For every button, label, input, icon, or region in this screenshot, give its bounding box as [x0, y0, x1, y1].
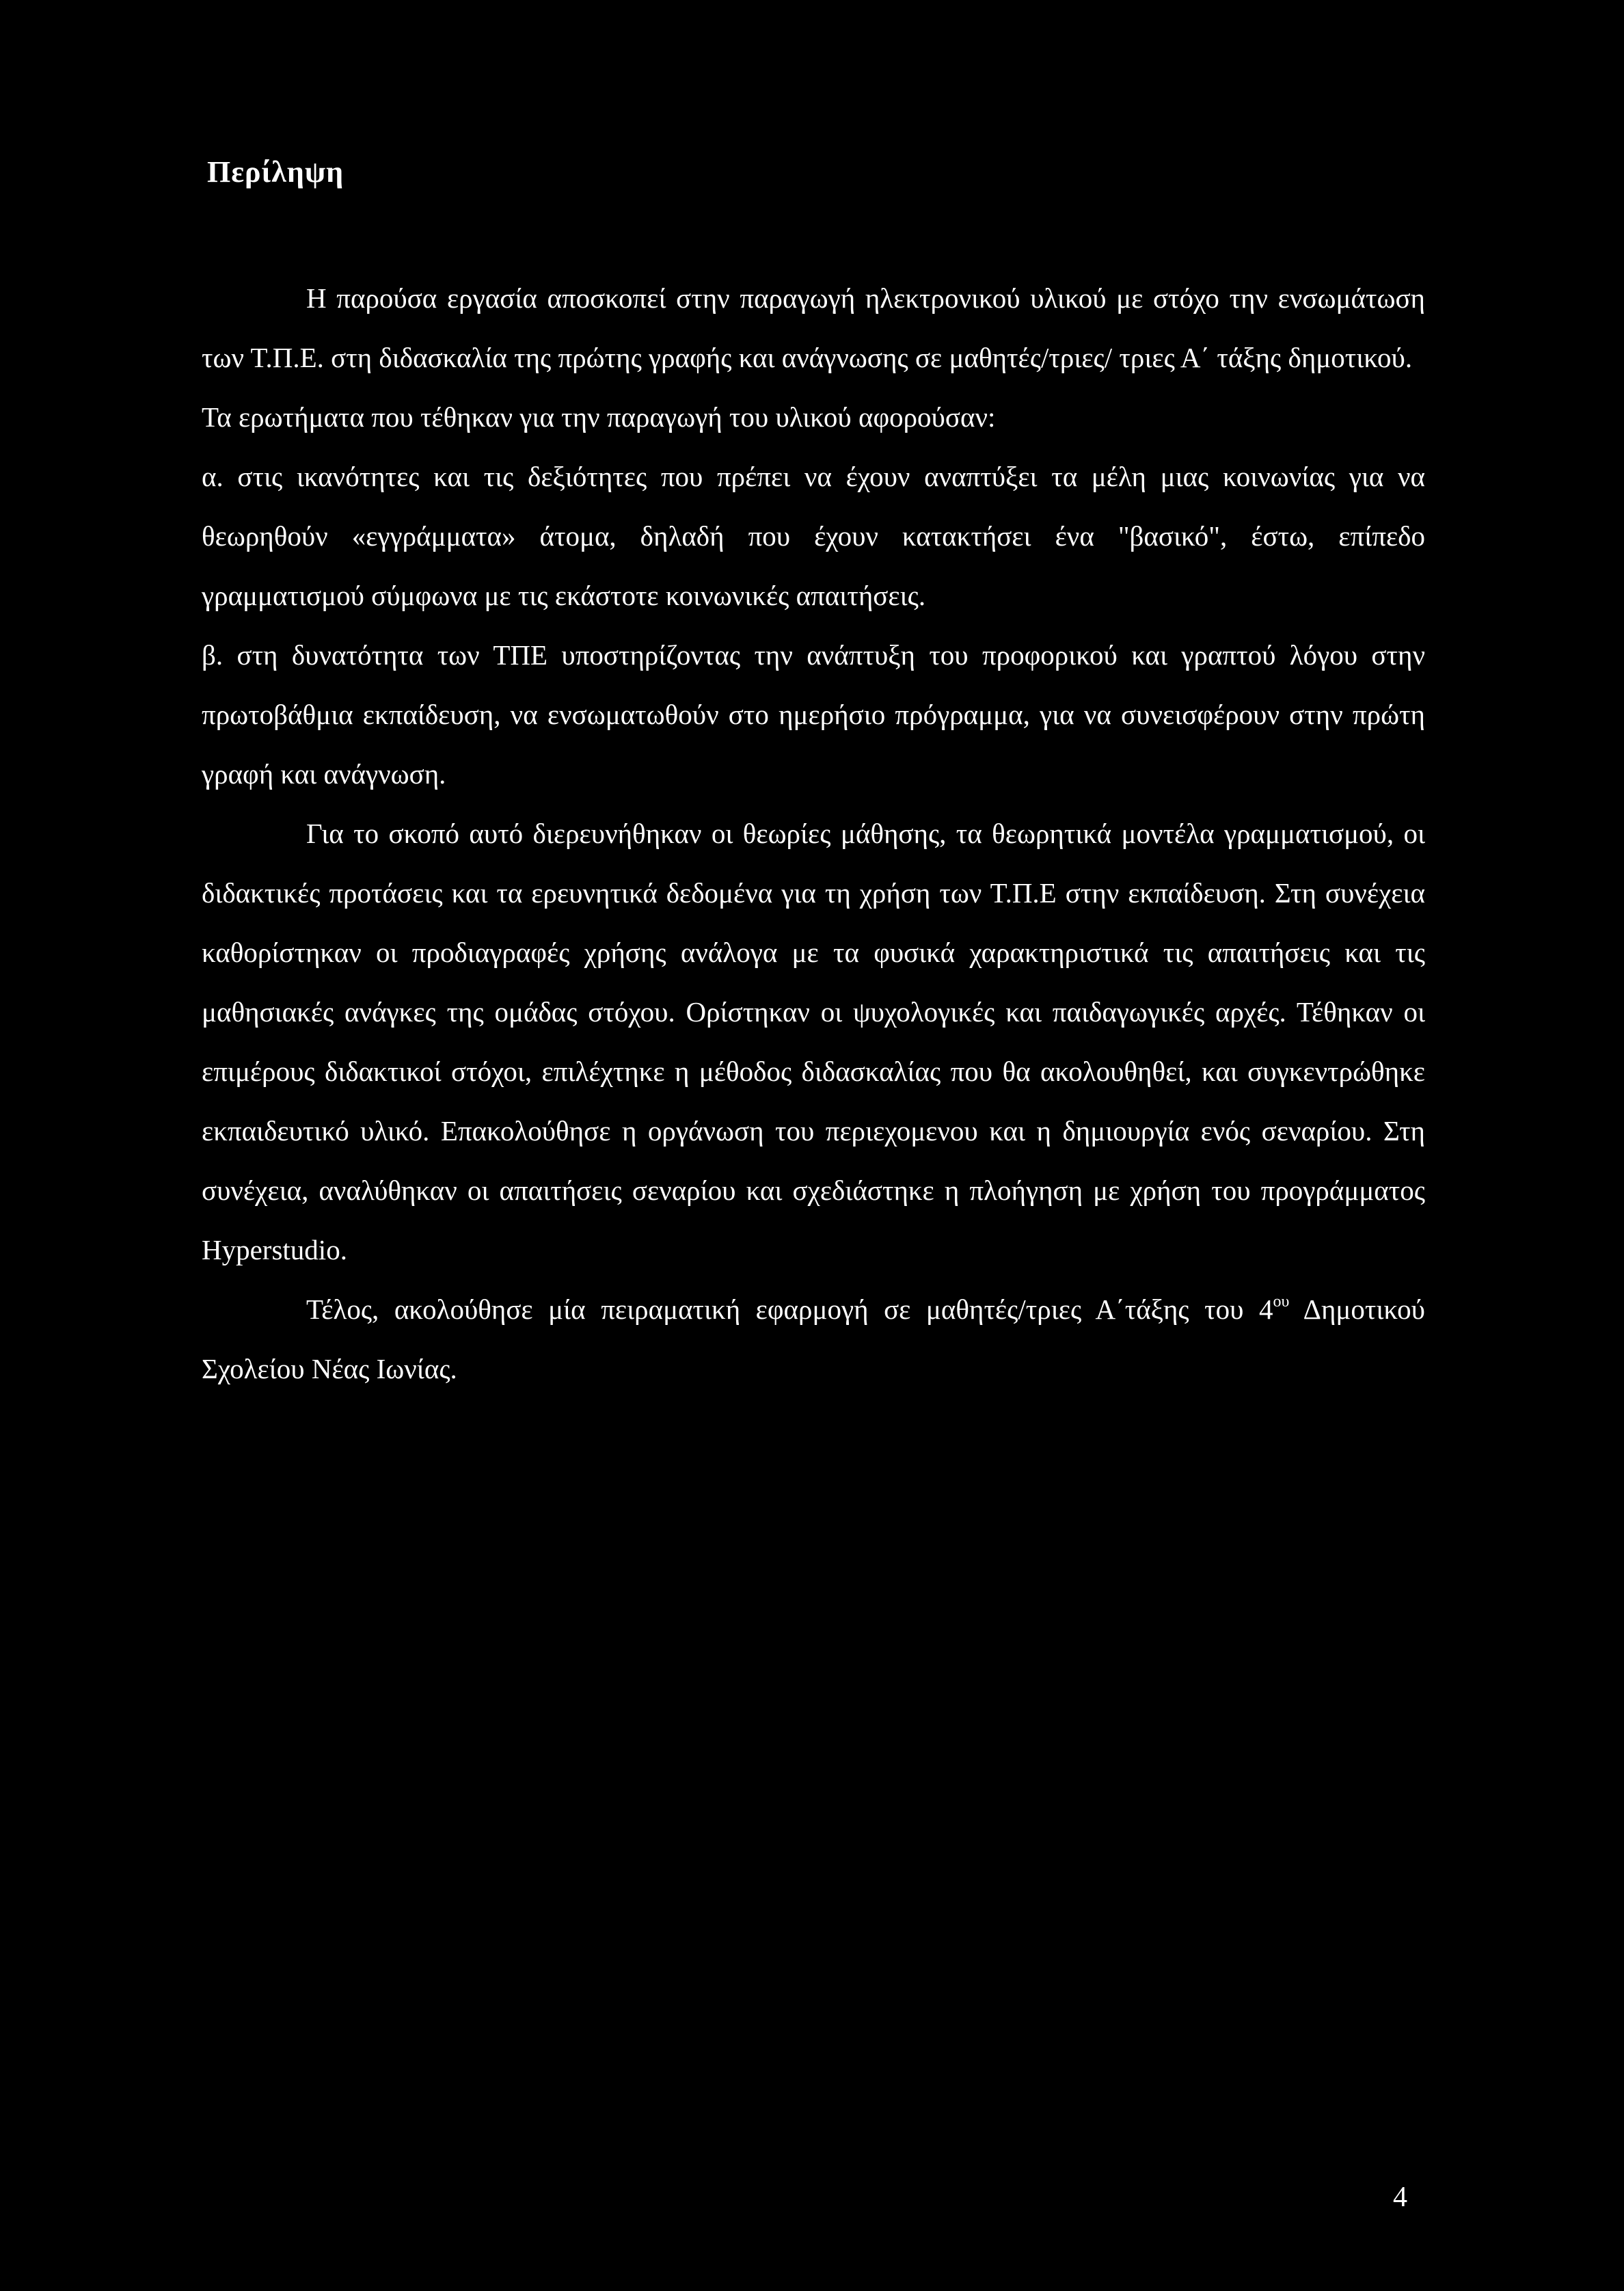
- school-number: 4: [1258, 1294, 1273, 1325]
- abstract-body: [202, 269, 1425, 1399]
- paragraph-questions: Τα ερωτήματα που τέθηκαν για την παραγωγή του υλικού αφορούσαν:: [202, 401, 996, 433]
- paragraph-item-b: β. στη δυνατότητα των ΤΠΕ υποστηρίζοντας την ανάπτυξη του προφορικού και γραπτού λόγου στην πρωτοβάθμια εκπαίδευση, να ενσωματωθούν στο ημερήσιο πρόγραμμα, για να συνεισφέρουν στην πρώτη γραφή και ανάγνωση.: [202, 639, 1425, 790]
- conclusion-text: Τέλος, ακολούθησε μία πειραματική εφαρμογή σε μαθητές/τριες Α΄τάξης του: [306, 1294, 1244, 1325]
- ordinal-superscript: ου: [1273, 1293, 1290, 1311]
- page-number: 4: [1393, 2182, 1407, 2213]
- page-title: Περίληψη: [207, 155, 344, 189]
- paragraph-conclusion: [202, 1280, 1425, 1399]
- paragraph-methodology: Για το σκοπό αυτό διερευνήθηκαν οι θεωρίες μάθησης, τα θεωρητικά μοντέλα γραμματισμού, οι διδακτικές προτάσεις και τα ερευνητικά δεδομένα για τη χρήση των Τ.Π.Ε στην εκπαίδευση. Στη συνέχεια καθορίστηκαν οι προδιαγραφές χρήσης ανάλογα με τα φυσικά χαρακτηριστικά τις απαιτήσεις και τις μαθησιακές ανάγκες της ομάδας στόχου. Ορίστηκαν οι ψυχολογικές και παιδαγωγικές αρχές. Τέθηκαν οι επιμέρους διδακτικοί στόχοι, επιλέχτηκε η μέθοδος διδασκαλίας που θα ακολουθηθεί, και συγκεντρώθηκε εκπαιδευτικό υλικό. Επακολούθησε η οργάνωση του περιεχομενου και η δημιουργία ενός σεναρίου. Στη συνέχεια, αναλύθηκαν οι απαιτήσεις σεναρίου και σχεδιάστηκε η πλοήγηση με χρήση του προγράμματος Hyperstudio.: [202, 818, 1425, 1265]
- school-name: Δημοτικού Σχολείου Νέας Ιωνίας.: [202, 1294, 1425, 1384]
- paragraph-item-a: α. στις ικανότητες και τις δεξιότητες που πρέπει να έχουν αναπτύξει τα μέλη μιας κοινωνίας για να θεωρηθούν «εγγράμματα» άτομα, δηλαδή που έχουν κατακτήσει ένα "βασικό", έστω, επίπεδο γραμματισμού σύμφωνα με τις εκάστοτε κοινωνικές απαιτήσεις.: [202, 461, 1425, 611]
- paragraph-intro: Η παρούσα εργασία αποσκοπεί στην παραγωγή ηλεκτρονικού υλικού με στόχο την ενσωμάτωση των Τ.Π.Ε. στη διδασκαλία της πρώτης γραφής και ανάγνωσης σε μαθητές/τριες/ τριες Α΄ τάξης δημοτικού.: [202, 282, 1425, 373]
